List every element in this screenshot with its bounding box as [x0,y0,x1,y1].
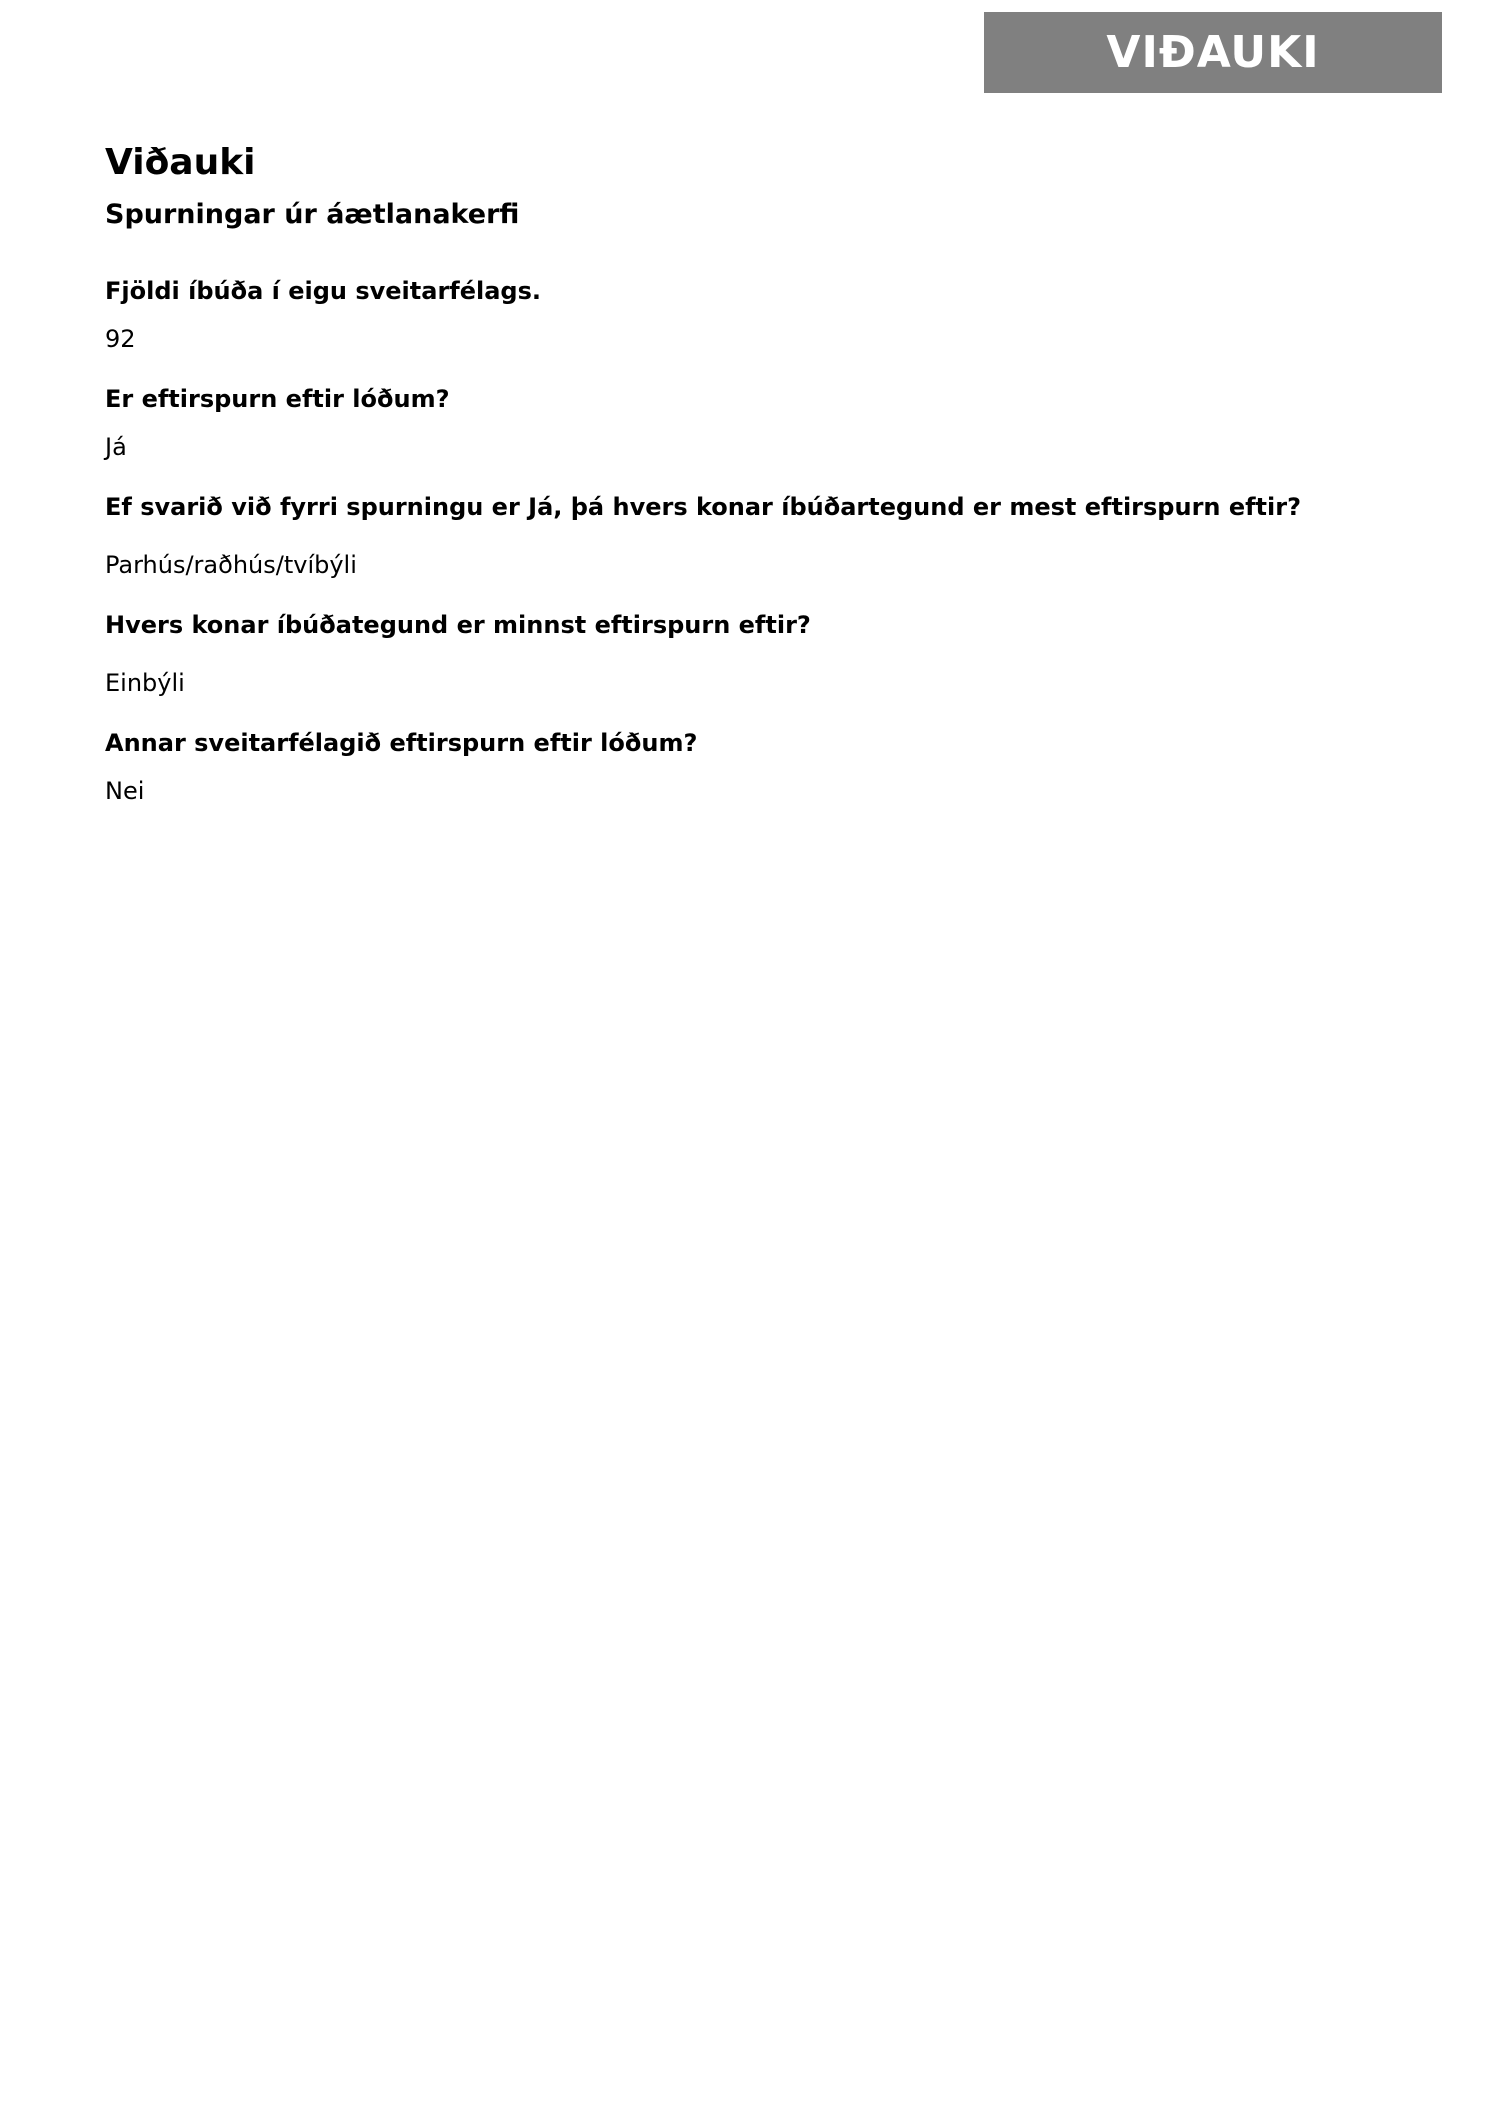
question-text: Annar sveitarfélagið eftirspurn eftir lóðum? [105,729,698,757]
answer-text: Nei [105,777,145,805]
answer-text: Já [105,433,127,461]
section-banner [984,12,1442,93]
page-title: Viðauki [105,142,256,183]
qa-item [105,608,1405,700]
section-banner-label: VIÐAUKI [1106,27,1320,78]
qa-list [105,274,1405,808]
page-subtitle: Spurningar úr áætlanakerfi [105,199,520,230]
answer-text: Parhús/raðhús/tvíbýli [105,551,357,579]
question-text: Er eftirspurn eftir lóðum? [105,385,450,413]
question-text: Fjöldi íbúða í eigu sveitarfélags. [105,277,541,305]
qa-item [105,382,1405,464]
qa-item [105,490,1405,582]
document-body [105,138,1405,834]
qa-item [105,274,1405,356]
question-text: Hvers konar íbúðategund er minnst eftirspurn eftir? [105,611,811,639]
qa-item [105,726,1405,808]
answer-text: Einbýli [105,669,185,697]
question-text: Ef svarið við fyrri spurningu er Já, þá hvers konar íbúðartegund er mest eftirspurn eftir? [105,493,1302,521]
answer-text: 92 [105,325,136,353]
